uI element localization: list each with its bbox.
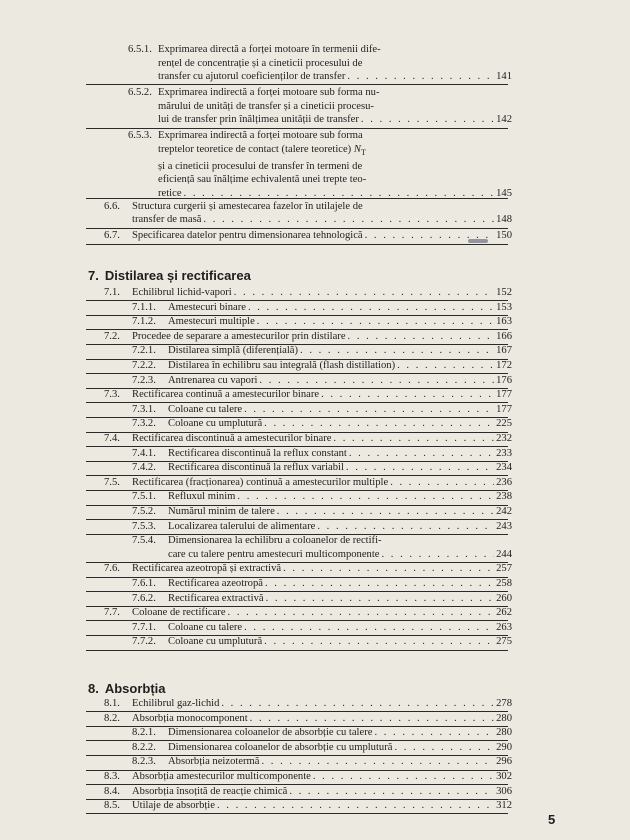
- section-number: 8.1.: [104, 698, 120, 709]
- section-number: 6.6.: [104, 200, 120, 212]
- dot-leader: [228, 606, 495, 620]
- section-number: 7.2.2.: [132, 360, 156, 371]
- page-reference: 238: [496, 491, 512, 503]
- dot-leader: [390, 476, 494, 490]
- section-number: 8.2.3.: [132, 756, 156, 768]
- section-title-line: Absorbția amestecurilor multicomponente: [132, 771, 311, 782]
- section-title-line: transfer de masă: [132, 214, 202, 226]
- section-title-line: Rectificarea continuă a amestecurilor binare: [132, 389, 320, 401]
- dot-leader: [397, 359, 494, 373]
- section-title-line: Coloane de rectificare: [132, 607, 226, 619]
- page-reference: 302: [496, 771, 512, 782]
- section-number: 8.2.1.: [132, 727, 156, 739]
- section-number: 7.2.: [104, 330, 120, 342]
- dot-leader: [203, 213, 494, 227]
- section-title-line: Refluxul minim: [168, 491, 236, 503]
- section-title-line: care cu talere pentru amestecuri multicomponente: [168, 548, 380, 560]
- page-reference: 150: [496, 230, 512, 242]
- section-number: 6.5.1.: [128, 44, 152, 55]
- dot-leader: [217, 799, 494, 813]
- entry-divider: [86, 244, 508, 245]
- page-reference: 148: [496, 214, 512, 226]
- page-reference: 263: [496, 621, 512, 633]
- chapter-title: Absorbția: [104, 681, 166, 696]
- page-reference: 260: [496, 592, 512, 604]
- section-title-line: Procedee de separare a amestecurilor prin distilare: [132, 330, 346, 342]
- section-number: 7.7.2.: [132, 636, 156, 648]
- section-title-line: Dimensionarea coloanelor de absorbție cu talere: [168, 727, 373, 739]
- section-title-line: Coloane cu umplutură: [168, 636, 263, 648]
- page-reference: 234: [496, 462, 512, 474]
- page-reference: 233: [496, 447, 512, 459]
- section-number: 7.6.1.: [132, 578, 156, 589]
- page-reference: 257: [496, 563, 512, 575]
- dot-leader: [248, 301, 494, 315]
- page-reference: 290: [496, 741, 512, 753]
- section-number: 7.7.: [104, 607, 120, 619]
- dot-leader: [348, 330, 495, 344]
- section-title-line: rențel de concentrație și a cineticii procesului de: [158, 57, 363, 69]
- section-title-line: Rectificarea extractivă: [168, 592, 264, 604]
- chapter-heading: [88, 268, 251, 283]
- section-title-line: Coloane cu talere: [168, 621, 243, 633]
- dot-leader: [349, 447, 494, 461]
- section-title-line: Echilibrul gaz-lichid: [132, 698, 220, 709]
- section-number: 8.3.: [104, 771, 120, 782]
- page-reference: 225: [496, 418, 512, 430]
- page-reference: 232: [496, 433, 512, 444]
- section-title-line: lui de transfer prin înălțimea unității de transfer: [158, 114, 359, 126]
- page-reference: 306: [496, 785, 512, 797]
- section-title-line: Exprimarea indirectă a forței motoare sub forma: [158, 130, 363, 142]
- page-reference: 172: [496, 360, 512, 371]
- section-number: 7.2.1.: [132, 345, 156, 357]
- section-number: 7.1.1.: [132, 301, 156, 313]
- entry-divider: [86, 228, 508, 229]
- section-title-line: retice: [158, 187, 182, 199]
- section-title-line: Absorbția monocomponent: [132, 712, 248, 724]
- dot-leader: [381, 548, 494, 562]
- dot-leader: [317, 520, 494, 534]
- section-number: 7.5.2.: [132, 506, 156, 517]
- section-title-line: Amestecuri binare: [168, 301, 246, 313]
- chapter-heading: [88, 681, 166, 696]
- section-number: 7.2.3.: [132, 374, 156, 386]
- page-reference: 167: [496, 345, 512, 357]
- section-title-line: Rectificarea azeotropă: [168, 578, 263, 589]
- section-title-line: Rectificarea discontinuă a amestecurilor binare: [132, 433, 332, 444]
- page-reference: 280: [496, 712, 512, 724]
- page-reference: 262: [496, 607, 512, 619]
- section-title-line: Localizarea talerului de alimentare: [168, 520, 316, 532]
- section-title-line: transfer cu ajutorul coeficienților de transfer: [158, 71, 346, 83]
- dot-leader: [313, 770, 494, 784]
- section-number: 7.5.1.: [132, 491, 156, 503]
- page-reference: 145: [496, 187, 512, 199]
- section-title-line: Distilarea în echilibru sau integrală (flash distillation): [168, 360, 396, 371]
- section-number: 8.5.: [104, 800, 120, 812]
- section-title-line: Coloane cu umplutură: [168, 418, 263, 430]
- section-number: 7.5.: [104, 476, 120, 488]
- section-number: 7.1.2.: [132, 316, 156, 328]
- ink-smudge: [468, 239, 488, 243]
- dot-leader: [244, 621, 494, 635]
- section-title-line: Amestecuri multiple: [168, 316, 255, 328]
- section-title-line: treptelor teoretice de contact (talere teoretice) $N_T$: [158, 143, 366, 158]
- page-reference: 275: [496, 636, 512, 648]
- section-number: 7.6.2.: [132, 592, 156, 604]
- page-reference: 177: [496, 403, 512, 415]
- dot-leader: [300, 344, 494, 358]
- section-title-line: Rectificarea (fracționarea) continuă a amestecurilor multiple: [132, 476, 389, 488]
- dot-leader: [321, 388, 494, 402]
- page-reference: 280: [496, 727, 512, 739]
- dot-leader: [234, 286, 494, 300]
- section-title-line: Numărul minim de talere: [168, 506, 275, 517]
- section-title-line: mărului de unități de transfer și a cineticii procesu-: [158, 100, 374, 112]
- dot-leader: [237, 490, 494, 504]
- chapter-number: 8.: [88, 681, 99, 696]
- page-reference: 152: [496, 287, 512, 298]
- section-title-line: Specificarea datelor pentru dimensionarea tehnologică: [132, 230, 363, 242]
- dot-leader: [394, 741, 494, 755]
- section-number: 6.5.2.: [128, 87, 152, 99]
- dot-leader: [333, 432, 494, 446]
- section-number: 7.7.1.: [132, 621, 156, 633]
- section-number: 7.3.1.: [132, 403, 156, 415]
- entry-divider: [86, 84, 508, 85]
- section-title-line: Structura curgerii și amestecarea fazelor în utilajele de: [132, 200, 363, 212]
- section-number: 7.3.2.: [132, 418, 156, 430]
- section-number: 7.4.1.: [132, 447, 156, 459]
- section-number: 8.4.: [104, 785, 120, 797]
- page-reference: 278: [496, 698, 512, 709]
- dot-leader: [374, 726, 494, 740]
- section-title-line: Absorbția însoțită de reacție chimică: [132, 785, 288, 797]
- dot-leader: [264, 417, 494, 431]
- dot-leader: [259, 374, 494, 388]
- section-title-line: Coloane cu talere: [168, 403, 243, 415]
- page-reference: 258: [496, 578, 512, 589]
- entry-divider: [86, 813, 508, 814]
- page-reference: 177: [496, 389, 512, 401]
- dot-leader: [262, 755, 495, 769]
- dot-leader: [257, 315, 494, 329]
- section-number: 8.2.2.: [132, 741, 156, 753]
- page-reference: 166: [496, 330, 512, 342]
- section-title-line: și a cineticii procesului de transfer în termeni de: [158, 160, 363, 172]
- section-title-line: Exprimarea directă a forței motoare în termenii dife-: [158, 44, 381, 55]
- dot-leader: [346, 461, 494, 475]
- dot-leader: [277, 505, 494, 519]
- entry-divider: [86, 128, 508, 129]
- dot-leader: [289, 785, 494, 799]
- section-title-line: Absorbția neizotermă: [168, 756, 260, 768]
- dot-leader: [265, 577, 494, 591]
- section-number: 7.6.: [104, 563, 120, 575]
- page-reference: 243: [496, 520, 512, 532]
- chapter-number: 7.: [88, 268, 99, 283]
- section-title-line: eficiență sau înălțime echivalentă unei trepte teo-: [158, 174, 367, 186]
- dot-leader: [244, 403, 494, 417]
- section-title-line: Distilarea simplă (diferențială): [168, 345, 299, 357]
- entry-divider: [86, 650, 508, 651]
- chapter-title: Distilarea și rectificarea: [104, 268, 251, 283]
- section-title-line: Utilaje de absorbție: [132, 800, 215, 812]
- page-number: 5: [548, 812, 556, 827]
- section-title-line: Rectificarea discontinuă la reflux variabil: [168, 462, 344, 474]
- section-title-line: Echilibrul lichid-vapori: [132, 287, 232, 298]
- entry-divider: [86, 198, 508, 199]
- section-number: 7.4.2.: [132, 462, 156, 474]
- page-reference: 296: [496, 756, 512, 768]
- section-title-line: Antrenarea cu vapori: [168, 374, 258, 386]
- section-number: 7.4.: [104, 433, 120, 444]
- page-reference: 163: [496, 316, 512, 328]
- dot-leader: [347, 70, 494, 84]
- dot-leader: [264, 635, 494, 649]
- section-title-line: Rectificarea azeotropă și extractivă: [132, 563, 282, 575]
- page-reference: 141: [496, 71, 512, 83]
- dot-leader: [361, 113, 494, 127]
- page-reference: 153: [496, 301, 512, 313]
- page-reference: 176: [496, 374, 512, 386]
- section-title-line: Rectificarea discontinuă la reflux constant: [168, 447, 347, 459]
- section-number: 7.1.: [104, 287, 120, 298]
- section-number: 6.7.: [104, 230, 120, 242]
- dot-leader: [221, 697, 494, 711]
- page-reference: 242: [496, 506, 512, 517]
- dot-leader: [250, 712, 494, 726]
- page-reference: 236: [496, 476, 512, 488]
- section-title-line: Dimensionarea la echilibru a coloanelor de rectifi-: [168, 535, 382, 547]
- dot-leader: [283, 562, 494, 576]
- section-number: 8.2.: [104, 712, 120, 724]
- page-reference: 244: [496, 548, 512, 560]
- page-reference: 312: [496, 800, 512, 812]
- dot-leader: [266, 592, 495, 606]
- section-number: 7.3.: [104, 389, 120, 401]
- section-title-line: Dimensionarea coloanelor de absorbție cu umplutură: [168, 741, 393, 753]
- section-number: 7.5.4.: [132, 535, 156, 547]
- section-number: 6.5.3.: [128, 130, 152, 142]
- section-title-line: Exprimarea indirectă a forței motoare sub forma nu-: [158, 87, 380, 99]
- section-number: 7.5.3.: [132, 520, 156, 532]
- page-reference: 142: [496, 114, 512, 126]
